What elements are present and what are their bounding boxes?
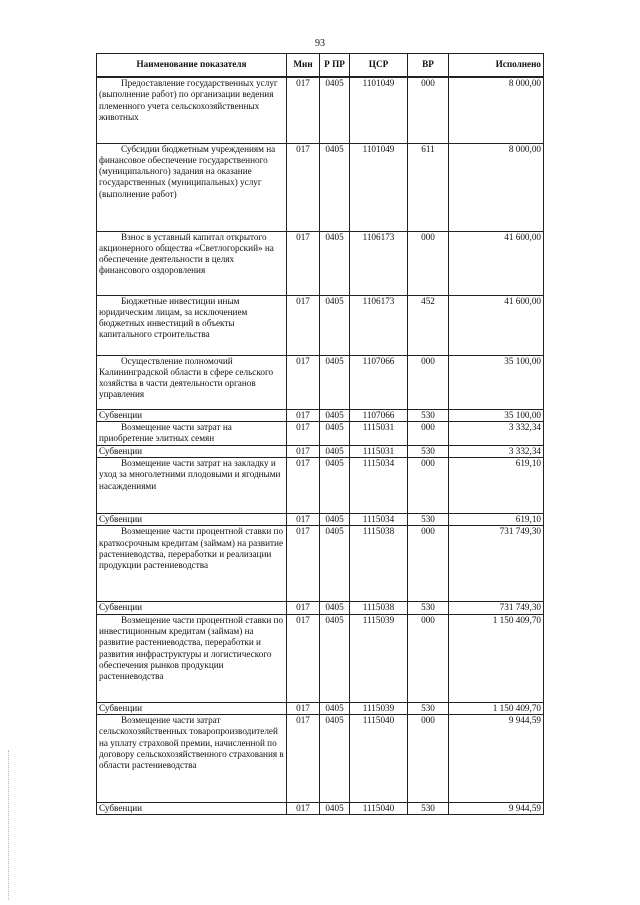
row-vr: 530: [408, 445, 449, 457]
row-min: 017: [287, 702, 320, 714]
row-amount: 1 150 409,70: [449, 702, 544, 714]
row-csr: 1115031: [350, 445, 408, 457]
row-rpr: 0405: [320, 702, 350, 714]
row-csr: 1115038: [350, 602, 408, 614]
table-row: [97, 409, 544, 421]
header-csr: ЦСР: [350, 54, 408, 78]
row-min: 017: [287, 77, 320, 143]
row-csr: 1115038: [350, 526, 408, 602]
row-csr: 1115034: [350, 458, 408, 514]
row-rpr: 0405: [320, 802, 350, 814]
table-row: [97, 77, 544, 143]
row-name: Возмещение части затрат на приобретение элитных семян: [97, 421, 287, 445]
row-name: Возмещение части процентной ставки по краткосрочным кредитам (займам) на развитие растениеводства, переработки и реализации продукции растениеводства: [97, 526, 287, 602]
row-csr: 1101049: [350, 77, 408, 143]
row-vr: 000: [408, 355, 449, 409]
row-amount: 8 000,00: [449, 77, 544, 143]
row-csr: 1107066: [350, 355, 408, 409]
row-min: 017: [287, 714, 320, 802]
row-rpr: 0405: [320, 355, 350, 409]
row-amount: 9 944,59: [449, 714, 544, 802]
row-vr: 000: [408, 614, 449, 702]
page-number: 93: [315, 38, 325, 49]
budget-table: [96, 53, 544, 815]
row-vr: 452: [408, 295, 449, 355]
row-name: Субвенции: [97, 445, 287, 457]
table-row: [97, 143, 544, 231]
row-rpr: 0405: [320, 143, 350, 231]
row-rpr: 0405: [320, 77, 350, 143]
row-rpr: 0405: [320, 714, 350, 802]
row-min: 017: [287, 614, 320, 702]
row-rpr: 0405: [320, 409, 350, 421]
row-amount: 35 100,00: [449, 355, 544, 409]
table-row: [97, 458, 544, 514]
row-amount: 41 600,00: [449, 295, 544, 355]
header-rpr: Р ПР: [320, 54, 350, 78]
table-row: [97, 714, 544, 802]
row-rpr: 0405: [320, 602, 350, 614]
row-csr: 1115034: [350, 514, 408, 526]
row-min: 017: [287, 231, 320, 295]
row-csr: 1115040: [350, 714, 408, 802]
header-min: Мин: [287, 54, 320, 78]
row-rpr: 0405: [320, 458, 350, 514]
row-name: Субвенции: [97, 514, 287, 526]
row-name: Возмещение части затрат на закладку и уход за многолетними плодовыми и ягодными насаждениями: [97, 458, 287, 514]
row-min: 017: [287, 602, 320, 614]
row-csr: 1101049: [350, 143, 408, 231]
row-vr: 611: [408, 143, 449, 231]
header-amount: Исполнено: [449, 54, 544, 78]
row-name: Бюджетные инвестиции иным юридическим лицам, за исключением бюджетных инвестиций в объекты капитального строительства: [97, 295, 287, 355]
table-row: [97, 526, 544, 602]
row-vr: 000: [408, 77, 449, 143]
row-vr: 000: [408, 458, 449, 514]
table-row: [97, 602, 544, 614]
row-amount: 9 944,59: [449, 802, 544, 814]
row-rpr: 0405: [320, 514, 350, 526]
table-row: [97, 421, 544, 445]
row-name: Предоставление государственных услуг (выполнение работ) по организации ведения племенного учета сельскохозяйственных животных: [97, 77, 287, 143]
table-row: [97, 702, 544, 714]
row-name: Возмещение части затрат сельскохозяйственных товаропроизводителей на уплату страховой премии, начисленной по договору сельскохозяйственного страхования в области растениеводства: [97, 714, 287, 802]
row-min: 017: [287, 514, 320, 526]
row-vr: 530: [408, 602, 449, 614]
row-amount: 619,10: [449, 514, 544, 526]
table-row: [97, 355, 544, 409]
row-name: Субвенции: [97, 409, 287, 421]
row-min: 017: [287, 802, 320, 814]
row-amount: 731 749,30: [449, 526, 544, 602]
row-rpr: 0405: [320, 421, 350, 445]
row-rpr: 0405: [320, 526, 350, 602]
row-amount: 41 600,00: [449, 231, 544, 295]
row-vr: 000: [408, 714, 449, 802]
row-amount: 3 332,34: [449, 445, 544, 457]
row-vr: 000: [408, 231, 449, 295]
table-row: [97, 802, 544, 814]
table-row: [97, 295, 544, 355]
header-name: Наименование показателя: [97, 54, 287, 78]
row-amount: 3 332,34: [449, 421, 544, 445]
table-row: [97, 445, 544, 457]
table-row: [97, 514, 544, 526]
header-vr: ВР: [408, 54, 449, 78]
row-csr: 1115039: [350, 614, 408, 702]
row-vr: 530: [408, 702, 449, 714]
row-name: Осуществление полномочий Калининградской области в сфере сельского хозяйства в части деятельности органов управления: [97, 355, 287, 409]
row-min: 017: [287, 445, 320, 457]
row-vr: 530: [408, 802, 449, 814]
row-vr: 530: [408, 514, 449, 526]
row-min: 017: [287, 355, 320, 409]
row-name: Возмещение части процентной ставки по инвестиционным кредитам (займам) на развитие растениеводства, переработки и развития инфраструктуры и логистического обеспечения рынков продукции растениеводства: [97, 614, 287, 702]
row-rpr: 0405: [320, 445, 350, 457]
row-vr: 000: [408, 526, 449, 602]
row-amount: 8 000,00: [449, 143, 544, 231]
row-min: 017: [287, 526, 320, 602]
row-amount: 619,10: [449, 458, 544, 514]
table-row: [97, 614, 544, 702]
row-vr: 000: [408, 421, 449, 445]
table-header-row: [97, 54, 544, 78]
row-name: Взнос в уставный капитал открытого акционерного общества «Светлогорский» на обеспечение деятельности в целях финансового оздоровления: [97, 231, 287, 295]
row-csr: 1115040: [350, 802, 408, 814]
row-min: 017: [287, 143, 320, 231]
row-vr: 530: [408, 409, 449, 421]
row-name: Субсидии бюджетным учреждениям на финансовое обеспечение государственного (муниципального) задания на оказание государственных (муниципальных) услуг (выполнение работ): [97, 143, 287, 231]
row-csr: 1106173: [350, 295, 408, 355]
row-min: 017: [287, 421, 320, 445]
row-amount: 731 749,30: [449, 602, 544, 614]
row-rpr: 0405: [320, 614, 350, 702]
row-min: 017: [287, 295, 320, 355]
row-amount: 1 150 409,70: [449, 614, 544, 702]
table-row: [97, 231, 544, 295]
row-amount: 35 100,00: [449, 409, 544, 421]
row-rpr: 0405: [320, 295, 350, 355]
row-csr: 1115031: [350, 421, 408, 445]
row-min: 017: [287, 458, 320, 514]
row-name: Субвенции: [97, 802, 287, 814]
row-csr: 1107066: [350, 409, 408, 421]
row-min: 017: [287, 409, 320, 421]
scan-margin-dots: [8, 750, 11, 900]
row-name: Субвенции: [97, 602, 287, 614]
row-rpr: 0405: [320, 231, 350, 295]
row-csr: 1106173: [350, 231, 408, 295]
row-csr: 1115039: [350, 702, 408, 714]
row-name: Субвенции: [97, 702, 287, 714]
